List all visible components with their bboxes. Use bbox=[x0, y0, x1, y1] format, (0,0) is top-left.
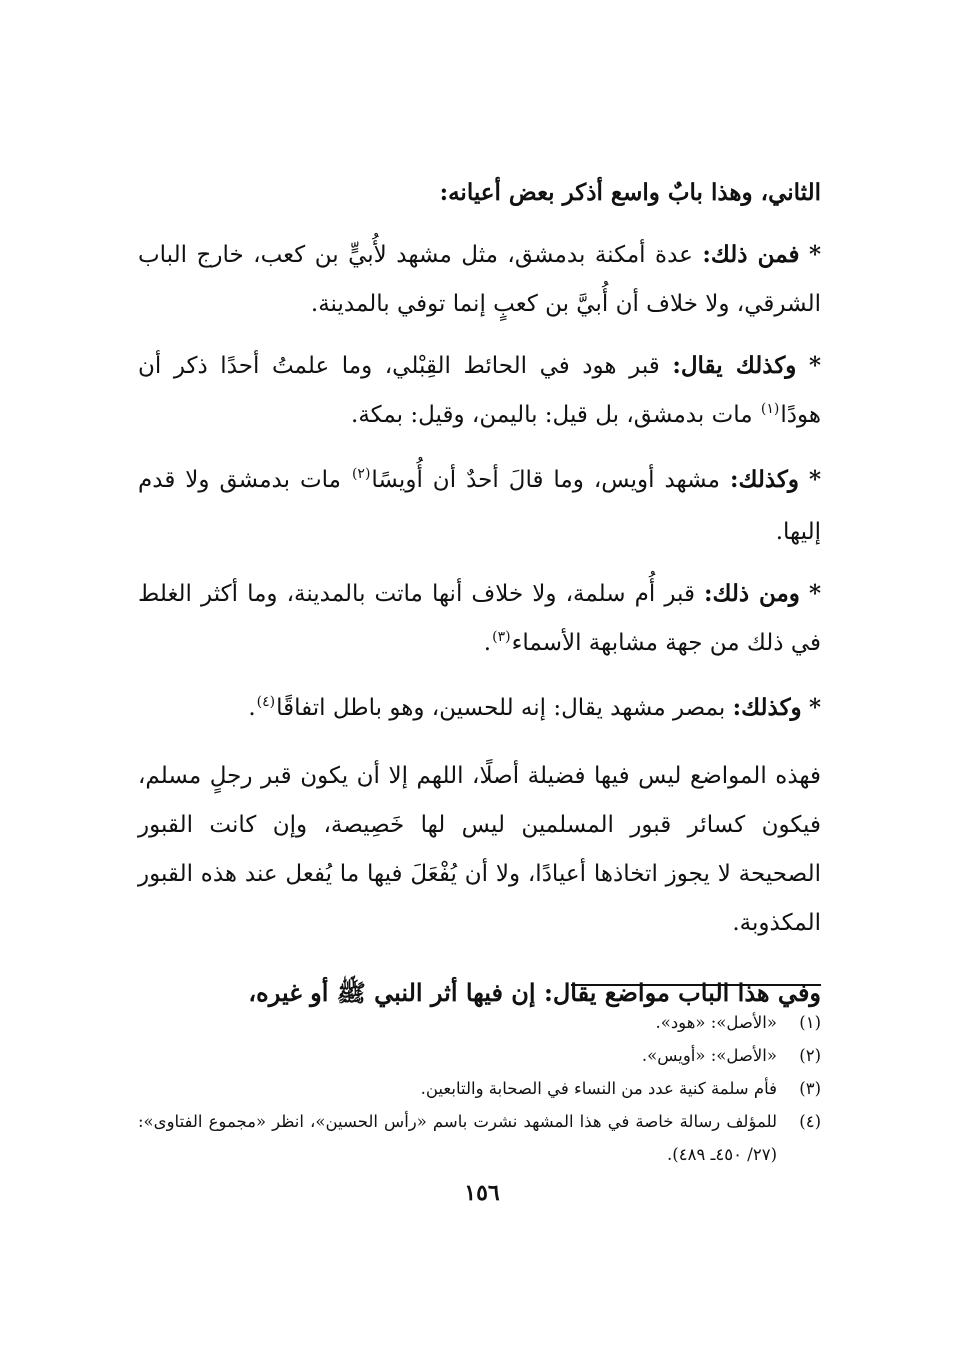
paragraph-uways bbox=[138, 455, 821, 557]
footnote-number: (١) bbox=[799, 1013, 821, 1032]
paragraph-lead: وكذلك يقال: bbox=[672, 352, 797, 379]
asterisk-marker: * bbox=[808, 352, 821, 379]
paragraph-text: عدة أمكنة بدمشق، مثل مشهد لأُبيٍّ بن كعب، خارج الباب الشرقي، ولا خلاف أن أُبيَّ بن كعبٍ إنما توفي بالمدينة. bbox=[138, 242, 821, 317]
footnote-number: (٣) bbox=[799, 1079, 821, 1098]
footnote-separator bbox=[571, 984, 821, 986]
page-number: ١٥٦ bbox=[464, 1180, 500, 1206]
footnote-text: «الأصل»: «هود». bbox=[655, 1013, 777, 1032]
asterisk-marker: * bbox=[808, 694, 821, 721]
paragraph-text: قبر أُم سلمة، ولا خلاف أنها ماتت بالمدينة، وما أكثر الغلط في ذلك من جهة مشابهة الأسماء bbox=[138, 581, 821, 656]
paragraph-text: فهذه المواضع ليس فيها فضيلة أصلًا، اللهم إلا أن يكون قبر رجلٍ مسلم، فيكون كسائر قبور المسلمين ليس لها خَصِيصة، وإن كانت القبور الصحيحة لا يجوز اتخاذها أعيادًا، ولا أن يُفْعَلَ فيها ما يُفعل عند هذه القبور المكذوبة. bbox=[138, 763, 821, 936]
footnote-ref-1[interactable]: (١) bbox=[760, 401, 780, 417]
footnotes bbox=[138, 1006, 821, 1171]
intro-paragraph bbox=[138, 168, 821, 218]
paragraph-text-cont: مات بدمشق، بل قيل: باليمن، وقيل: بمكة. bbox=[351, 402, 753, 428]
footnote-number: (٢) bbox=[799, 1046, 821, 1065]
paragraph-lead: وكذلك: bbox=[732, 694, 802, 721]
paragraph-text-cont: . bbox=[483, 630, 492, 656]
paragraph-lead: وكذلك: bbox=[729, 466, 799, 493]
paragraph-text: مشهد أويس، وما قالَ أحدٌ أن أُويسًا bbox=[371, 467, 720, 493]
footnote-4 bbox=[138, 1105, 821, 1171]
footnote-text: فأم سلمة كنية عدد من النساء في الصحابة والتابعين. bbox=[420, 1079, 777, 1098]
footnote-1 bbox=[138, 1006, 821, 1039]
footnote-ref-4[interactable]: (٤) bbox=[256, 694, 276, 710]
footnote-number: (٤) bbox=[799, 1112, 821, 1131]
paragraph-text: وفي هذا الباب مواضع يقال: إن فيها أثر النبي ﷺ أو غيره، bbox=[248, 978, 821, 1007]
paragraph-text-cont: مات بدمشق ولا قدم إليها. bbox=[138, 467, 821, 545]
footnote-text: «الأصل»: «أويس». bbox=[641, 1046, 777, 1065]
paragraph-text-cont: . bbox=[248, 695, 256, 721]
footnote-2 bbox=[138, 1039, 821, 1072]
asterisk-marker: * bbox=[808, 466, 821, 493]
paragraph-conclusion bbox=[138, 752, 821, 948]
paragraph-lead: فمن ذلك: bbox=[702, 241, 800, 268]
paragraph-hud bbox=[138, 341, 821, 443]
footnote-ref-3[interactable]: (٣) bbox=[492, 629, 511, 645]
paragraph-damascus-ubayy bbox=[138, 230, 821, 329]
footnote-3 bbox=[138, 1072, 821, 1105]
asterisk-marker: * bbox=[808, 580, 822, 607]
asterisk-marker: * bbox=[808, 241, 822, 268]
paragraph-lead: ومن ذلك: bbox=[704, 580, 800, 607]
paragraph-husayn bbox=[138, 683, 821, 736]
paragraph-text: بمصر مشهد يقال: إنه للحسين، وهو باطل اتفاقًا bbox=[276, 695, 726, 721]
footnote-ref-2[interactable]: (٢) bbox=[351, 466, 371, 482]
footnote-text: للمؤلف رسالة خاصة في هذا المشهد نشرت باسم «رأس الحسين»، انظر «مجموع الفتاوى»: (٢٧/ ٤٥٠ـ ٤٨٩). bbox=[138, 1112, 777, 1164]
intro-heading: الثاني، وهذا بابٌ واسع أذكر بعض أعيانه: bbox=[439, 179, 821, 206]
paragraph-umm-salama bbox=[138, 569, 821, 671]
main-text bbox=[138, 168, 821, 1017]
paragraph-text: قبر هود في الحائط القِبْلي، وما علمتُ أحدًا ذكر أن هودًا bbox=[138, 353, 821, 428]
